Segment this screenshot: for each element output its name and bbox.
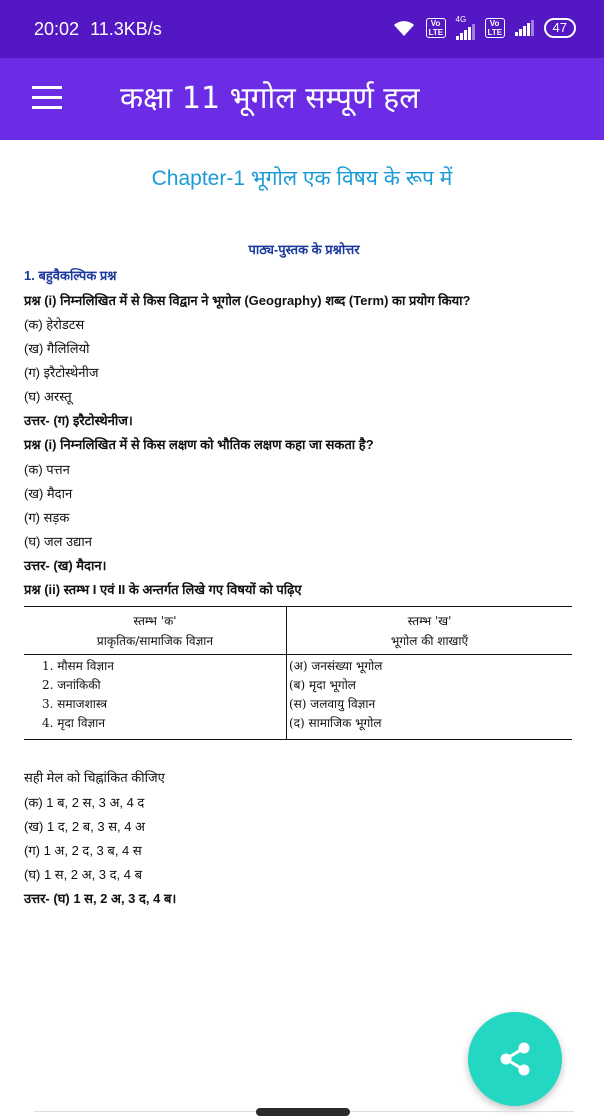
column-ka-title: स्तम्भ 'क': [133, 614, 177, 628]
column-ka: [24, 607, 286, 739]
q3-answer: उत्तर- (घ) 1 स, 2 अ, 3 द, 4 ब।: [24, 891, 177, 906]
status-bar: [0, 0, 604, 58]
network-speed: 11.3KB/s: [90, 19, 162, 39]
q2-option-a: (क) पत्तन: [24, 462, 70, 477]
q1-option-c: (ग) इरैटोस्थेनीज: [24, 365, 99, 380]
column-ka-header: [24, 607, 286, 655]
matching-table: [24, 606, 572, 740]
q3-option-c: (ग) 1 अ, 2 द, 3 ब, 4 स: [24, 843, 142, 858]
wifi-icon: [392, 19, 416, 37]
table-row: 4. मृदा विज्ञान: [42, 716, 105, 730]
table-row: (द) सामाजिक भूगोल: [289, 716, 382, 730]
q3-option-b: (ख) 1 द, 2 ब, 3 स, 4 अ: [24, 819, 145, 834]
q2-option-c: (ग) सड़क: [24, 510, 70, 525]
q1-option-a: (क) हेरोडटस: [24, 317, 85, 332]
q3-instruction: सही मेल को चिह्नांकित कीजिए: [24, 770, 165, 785]
column-kha-header: [287, 607, 572, 655]
clock: 20:02: [34, 19, 80, 39]
signal-icon: [515, 20, 534, 36]
app-title: कक्षा 11 भूगोल सम्पूर्ण हल: [120, 81, 420, 116]
q2-option-d: (घ) जल उद्यान: [24, 534, 92, 549]
q2-answer: उत्तर- (ख) मैदान।: [24, 558, 107, 573]
subheading: 1. बहुवैकल्पिक प्रश्न: [24, 268, 117, 283]
question-3: प्रश्न (ii) स्तम्भ I एवं II के अन्तर्गत लिखे गए विषयों को पढ़िए: [24, 582, 302, 597]
gesture-handle[interactable]: [256, 1108, 350, 1116]
network-type: 4G: [455, 15, 467, 24]
status-icons: [392, 15, 576, 41]
q1-option-d: (घ) अरस्तू: [24, 389, 72, 404]
column-kha-title: स्तम्भ 'ख': [407, 614, 452, 628]
sim1-signal: [456, 16, 475, 40]
sim2-volte-icon: Vo LTE: [485, 18, 505, 38]
q1-option-b: (ख) गैलिलियो: [24, 341, 90, 356]
column-kha: [286, 607, 572, 739]
q2-option-b: (ख) मैदान: [24, 486, 73, 501]
chapter-title: Chapter-1 भूगोल एक विषय के रूप में: [151, 167, 453, 190]
hamburger-menu-icon[interactable]: [28, 80, 68, 116]
table-row: (अ) जनसंख्या भूगोल: [289, 659, 383, 673]
status-time: [34, 19, 162, 40]
battery-icon: 47: [544, 18, 576, 38]
table-row: (स) जलवायु विज्ञान: [289, 697, 376, 711]
share-button[interactable]: [468, 1012, 562, 1106]
column-ka-subtitle: प्राकृतिक/सामाजिक विज्ञान: [96, 634, 214, 648]
q1-answer: उत्तर- (ग) इरैटोस्थेनीज।: [24, 413, 133, 428]
app-bar: [0, 58, 604, 140]
question-2: प्रश्न (i) निम्नलिखित में से किस लक्षण को भौतिक लक्षण कहा जा सकता है?: [24, 437, 374, 452]
sim1-volte-icon: Vo LTE: [426, 18, 446, 38]
table-row: 3. समाजशास्त्र: [42, 697, 108, 711]
column-kha-subtitle: भूगोल की शाखाएँ: [390, 634, 469, 648]
signal-icon: [456, 24, 475, 40]
table-row: 1. मौसम विज्ञान: [42, 659, 114, 673]
q3-option-a: (क) 1 ब, 2 स, 3 अ, 4 द: [24, 795, 145, 810]
section-heading: पाठ्य-पुस्तक के प्रश्नोत्तर: [248, 242, 360, 257]
table-row: (ब) मृदा भूगोल: [289, 678, 356, 692]
q3-option-d: (घ) 1 स, 2 अ, 3 द, 4 ब: [24, 867, 143, 882]
table-row: 2. जनांकिकी: [42, 678, 101, 692]
question-1: प्रश्न (i) निम्नलिखित में से किस विद्वान ने भूगोल (Geography) शब्द (Term) का प्रयोग किया?: [24, 293, 471, 308]
share-icon: [495, 1039, 535, 1079]
